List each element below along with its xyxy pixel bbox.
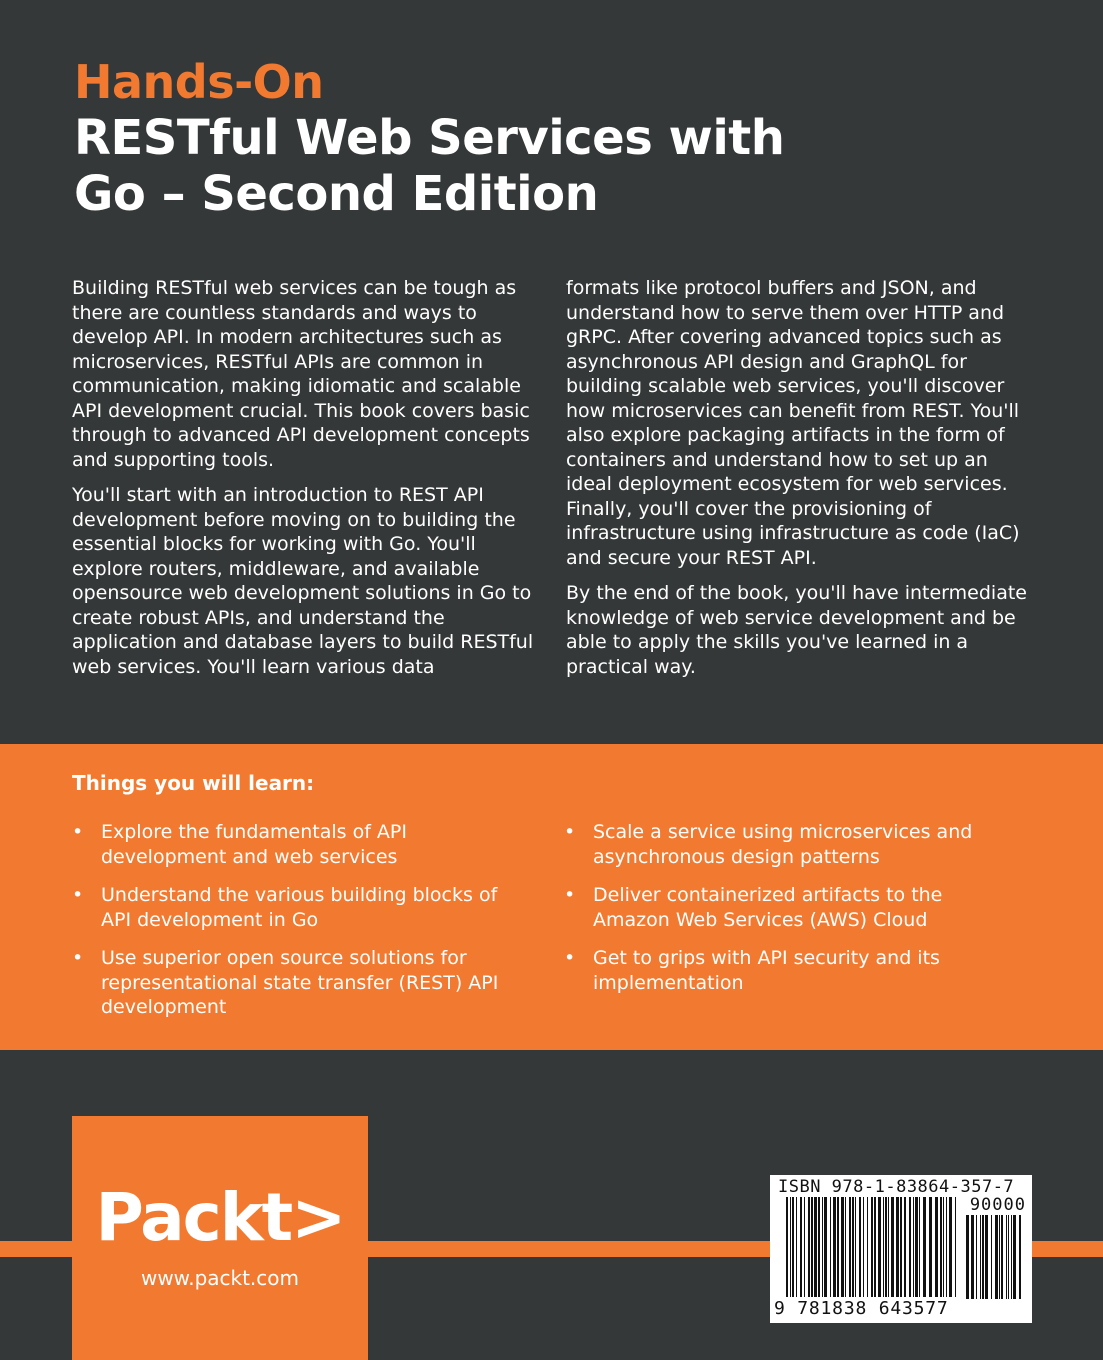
list-item-text: Deliver containerized artifacts to the Amazon Web Services (AWS) Cloud [593,884,943,931]
bullet-icon: • [72,821,84,843]
publisher-logo-box [72,1116,368,1360]
description-right-column [566,276,1036,690]
publisher-url: www.packt.com [140,1266,300,1290]
bullet-icon: • [564,947,576,969]
description-paragraph: By the end of the book, you'll have intermediate knowledge of web service development and be able to apply the skills you've learned in a practical way. [566,582,1027,678]
list-item-text: Scale a service using microservices and asynchronous design patterns [593,821,973,868]
bullet-icon: • [564,884,576,906]
list-item-text: Use superior open source solutions for representational state transfer (REST) API development [101,947,499,1018]
description-left-column [72,276,542,690]
list-item [564,883,1024,932]
description-paragraph: formats like protocol buffers and JSON, and understand how to serve them over HTTP and gRPC. After covering advanced topics such as asynchronous API design and GraphQL for building scalable web services, you'll discover how microservices can benefit from REST. You'll also explore packaging artifacts in the form of containers and understand how to set up an ideal deployment ecosystem for web services. Finally, you'll cover the provisioning of infrastructure using infrastructure as code (IaC) and secure your REST API. [566,277,1020,569]
barcode-addon-bars [966,1215,1024,1299]
packt-logo: Packt> [95,1179,345,1256]
description-paragraph: You'll start with an introduction to REST API development before moving on to building the essential blocks for working with Go. You'll explore routers, middleware, and available opensource web development solutions in Go to create robust APIs, and understand the application and database layers to build RESTful web services. You'll learn various data [72,484,534,678]
barcode-digits: 9 781838 643577 [774,1298,949,1319]
bullet-icon: • [72,884,84,906]
list-item [72,946,532,1020]
title-line-3: Go – Second Edition [74,166,599,222]
isbn-number: ISBN 978-1-83864-357-7 [778,1177,1015,1197]
learn-heading: Things you will learn: [72,771,315,795]
learn-list-left [72,820,532,1034]
isbn-barcode [770,1175,1032,1323]
learn-list-right [564,820,1024,1009]
bullet-icon: • [564,821,576,843]
title-line-1: Hands-On [74,55,324,109]
list-item-text: Explore the fundamentals of API development and web services [101,821,407,868]
list-item-text: Understand the various building blocks of API development in Go [101,884,498,931]
list-item [72,820,532,869]
book-title [74,54,784,222]
list-item [564,820,1024,869]
price-code: 90000 [969,1195,1026,1215]
title-line-2: RESTful Web Services with [74,110,785,166]
barcode-bars [786,1197,956,1297]
list-item [564,946,1024,995]
description-paragraph: Building RESTful web services can be tough as there are countless standards and ways to develop API. In modern architectures such as microservices, RESTful APIs are common in communication, making idiomatic and scalable API development crucial. This book covers basic through to advanced API development concepts and supporting tools. [72,277,530,471]
list-item [72,883,532,932]
bullet-icon: • [72,947,84,969]
list-item-text: Get to grips with API security and its implementation [593,947,940,994]
